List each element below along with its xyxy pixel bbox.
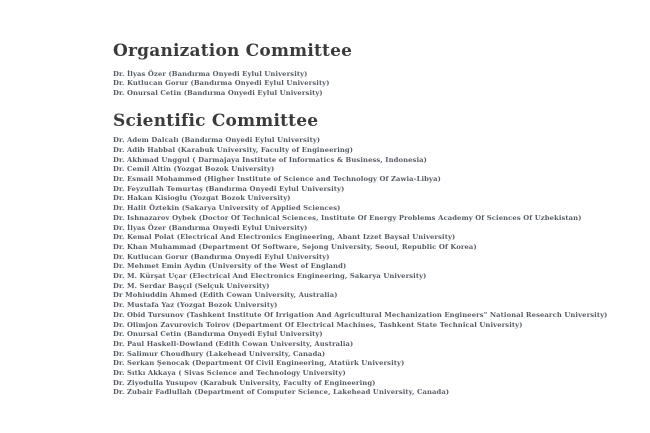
committee-member: Dr. Mehmet Emin Aydın (University of the West of England) xyxy=(113,262,347,271)
committee-member: Dr. Sıtkı Akkaya ( Sivas Science and Technology University) xyxy=(113,369,346,378)
committee-member: Dr. Khan Muhammad (Department Of Software, Sejong University, Seoul, Republic Of Korea) xyxy=(113,242,477,251)
committee-member: Dr. Akhmad Unggul ( Darmajaya Institute of Informatics & Business, Indonesia) xyxy=(113,155,427,164)
committee-member: Dr. Zubair Fadlullah (Department of Computer Science, Lakehead University, Canada) xyxy=(113,388,450,397)
organization-committee-list xyxy=(113,70,610,99)
scientific-committee-list xyxy=(113,136,610,398)
committee-member: Dr. İlyas Özer (Bandırma Onyedi Eylul University) xyxy=(113,223,308,232)
committee-member: Dr. İlyas Özer (Bandırma Onyedi Eylul University) xyxy=(113,69,308,78)
committee-member: Dr. Serkan Şenocak (Department Of Civil Engineering, Atatürk University) xyxy=(113,359,405,368)
committee-member: Dr. Kutlucan Gorur (Bandırma Onyedi Eylul University) xyxy=(113,252,330,261)
committee-member: Dr. Paul Haskell-Dowland (Edith Cowan University, Australia) xyxy=(113,339,354,348)
committee-member: Dr. Feyzullah Temurtaş (Bandırma Onyedi Eylul University) xyxy=(113,184,345,193)
committee-member: Dr Mohiuddin Ahmed (Edith Cowan University, Australia) xyxy=(113,291,338,300)
committee-member: Dr. Ishnazarov Oybek (Doctor Of Technical Sciences, Institute Of Energy Problems Academy Of Sciences Of Uzbekistan) xyxy=(113,213,582,222)
committee-member: Dr. Kutlucan Gorur (Bandırma Onyedi Eylul University) xyxy=(113,79,330,88)
committee-member: Dr. Olimjon Zavurovich Toirov (Department Of Electrical Machines, Tashkent State Technical University) xyxy=(113,320,523,329)
committee-member: Dr. Mustafa Yaz (Yozgat Bozok University) xyxy=(113,301,278,310)
scientific-committee-title: Scientific Committee xyxy=(113,110,319,131)
scientific-committee-section xyxy=(113,112,610,399)
organization-committee-section xyxy=(113,42,610,99)
committee-member: Dr. Onursal Cetin (Bandırma Onyedi Eylul University) xyxy=(113,330,323,339)
committee-member: Dr. Adib Habbal (Karabuk University, Faculty of Engineering) xyxy=(113,145,354,154)
committee-member: Dr. Obid Tursunov (Tashkent Institute Of Irrigation And Agricultural Mechanization Engineers" National Research University) xyxy=(113,310,608,319)
committee-member: Dr. M. Kürşat Uçar (Electrical And Electronics Engineering, Sakarya University) xyxy=(113,272,427,281)
committee-member: Dr. Halit Öztekin (Sakarya University of Applied Sciences) xyxy=(113,204,341,213)
committee-member: Dr. Ziyodulla Yusupov (Karabuk University, Faculty of Engineering) xyxy=(113,378,376,387)
committee-member: Dr. Cemil Altin (Yozgat Bozok University) xyxy=(113,165,275,174)
organization-committee-title: Organization Committee xyxy=(113,41,353,61)
committee-member: Dr. Kemal Polat (Electrical And Electronics Engineering, Abant Izzet Baysal University) xyxy=(113,233,456,242)
committee-member: Dr. Hakan Kisioglu (Yozgat Bozok University) xyxy=(113,194,291,203)
committee-member: Dr. M. Serdar Başçıl (Selçuk University) xyxy=(113,281,270,290)
committee-member: Dr. Onursal Cetin (Bandırma Onyedi Eylul University) xyxy=(113,88,323,97)
committee-member: Dr. Salimur Choudhury (Lakehead University, Canada) xyxy=(113,349,326,358)
committee-member: Dr. Esmail Mohammed (Higher Institute of Science and Technology Of Zawia-Libya) xyxy=(113,175,441,184)
committee-member: Dr. Adem Dalcalı (Bandırma Onyedi Eylul University) xyxy=(113,136,321,145)
